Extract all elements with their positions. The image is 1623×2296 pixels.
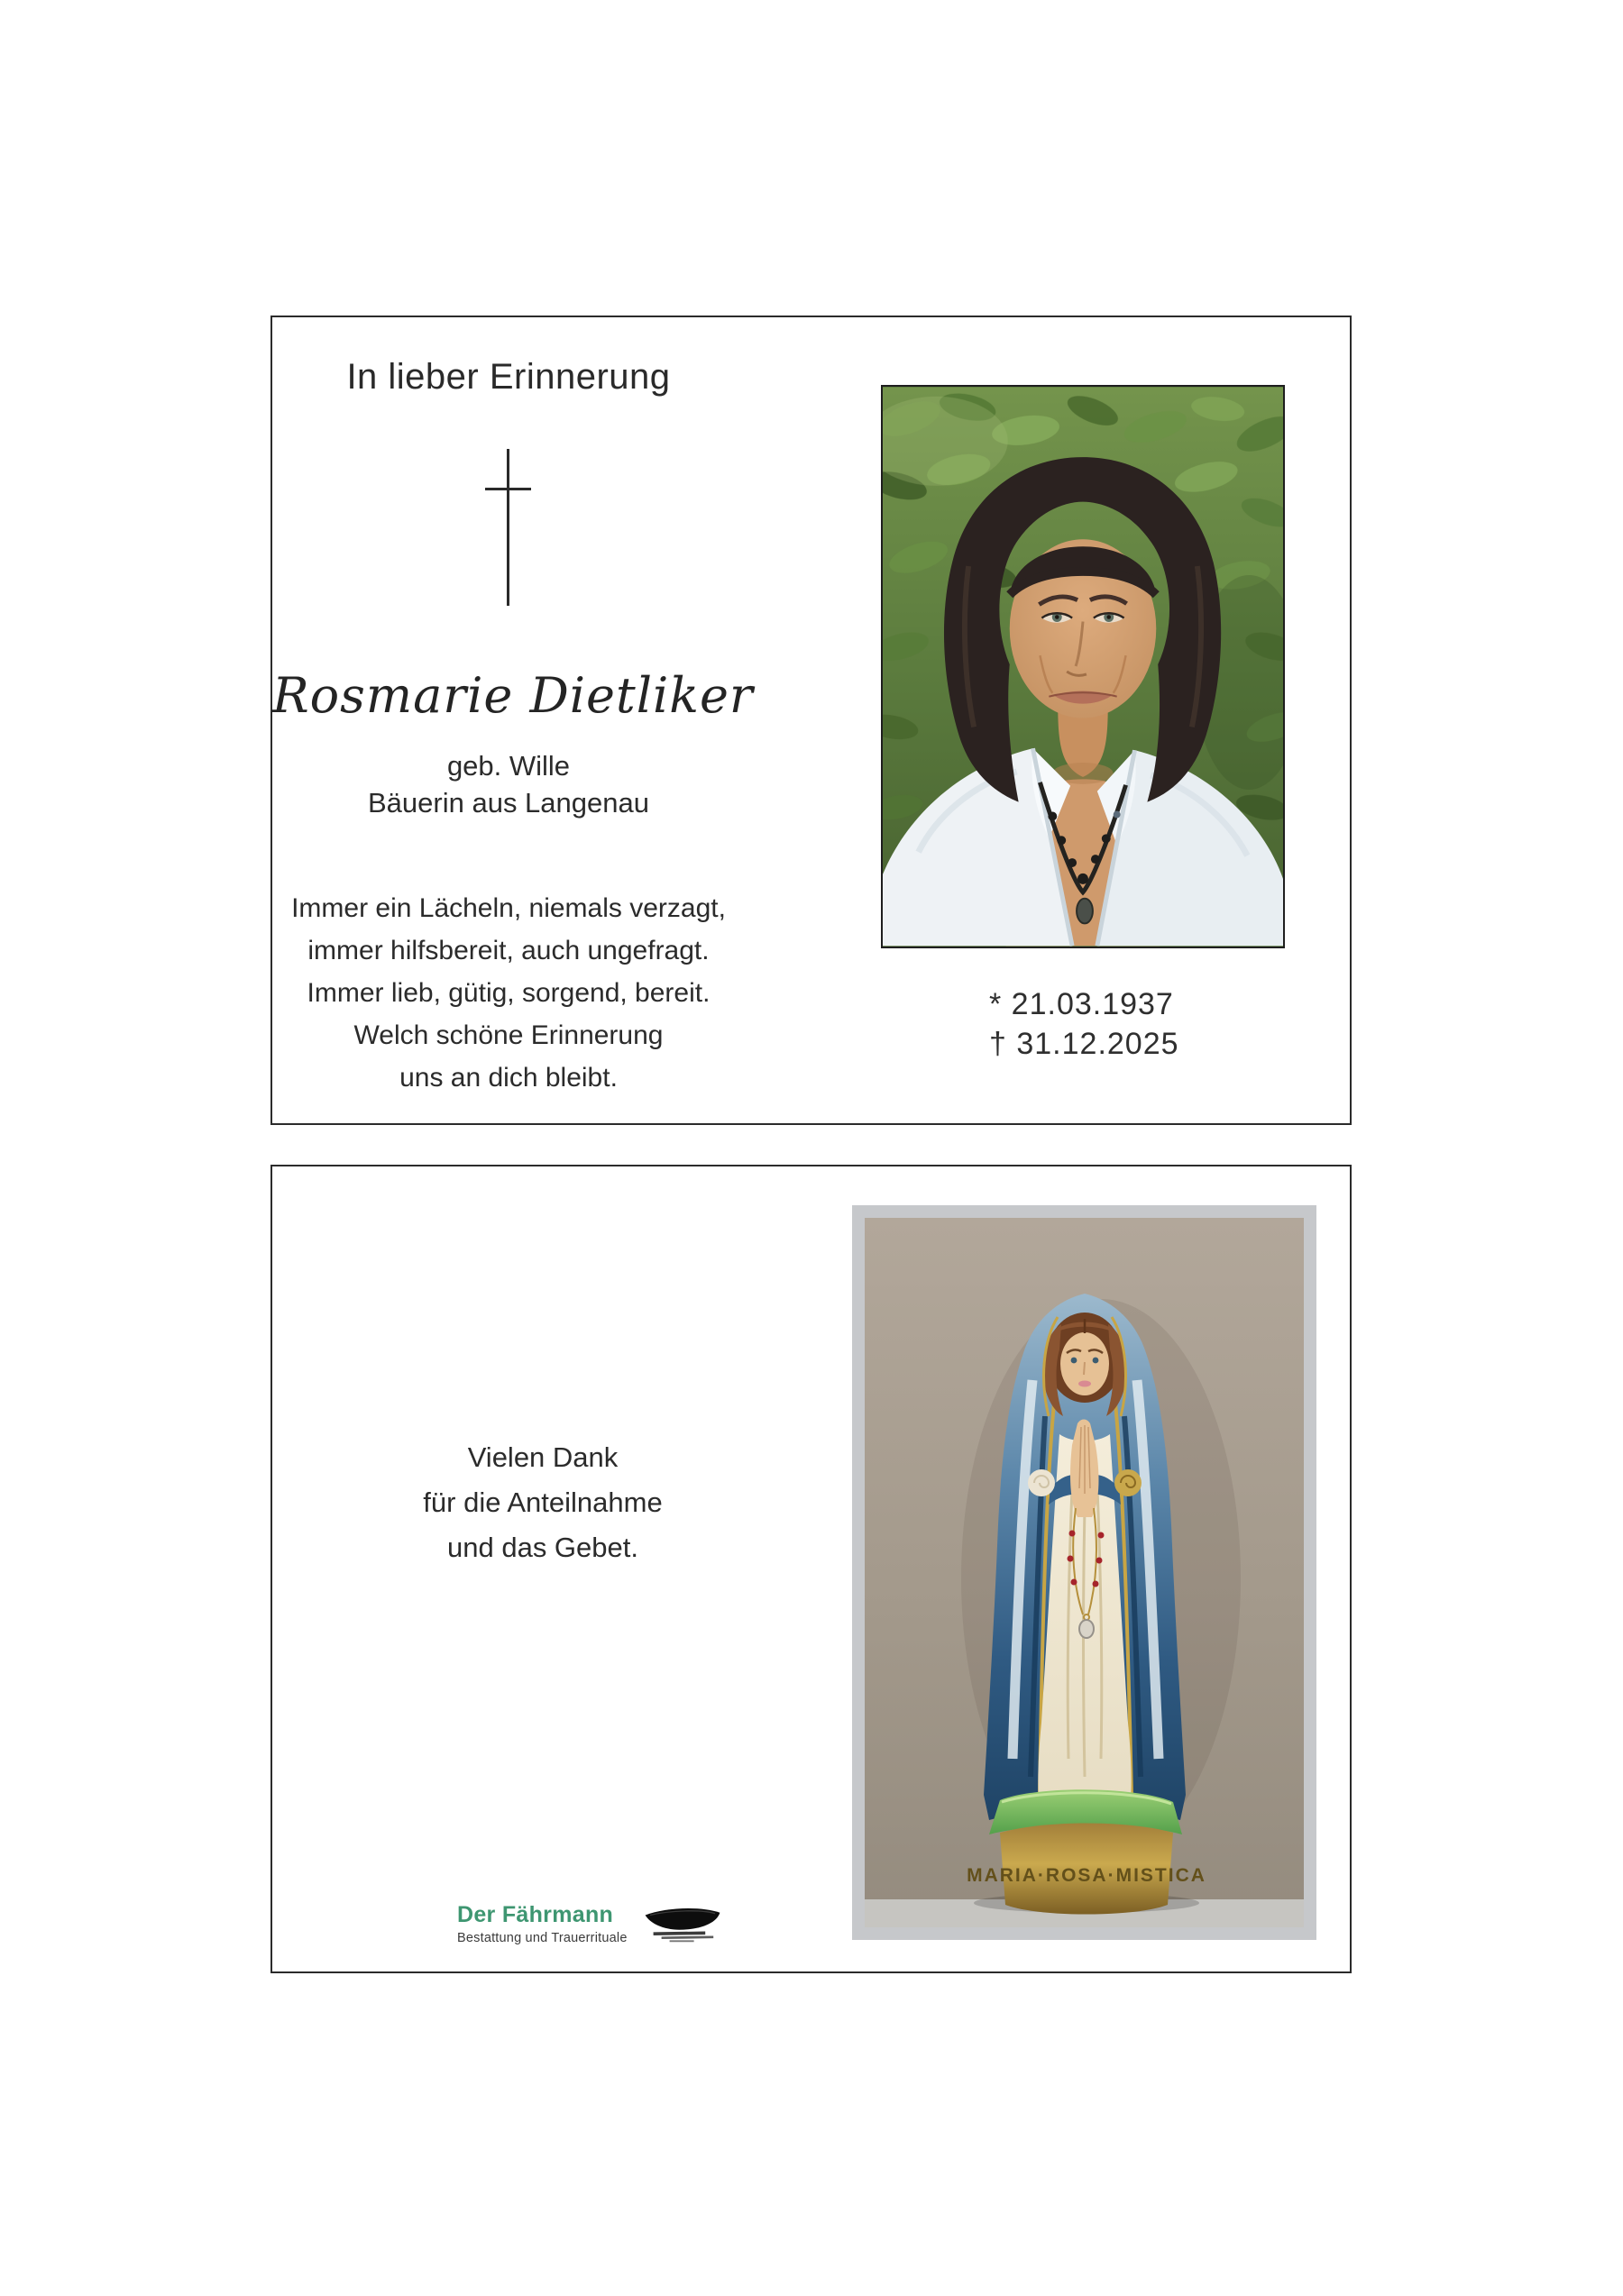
statue-illustration (865, 1218, 1304, 1927)
deceased-name: Rosmarie Dietliker (272, 667, 754, 724)
thanks-line: und das Gebet. (447, 1532, 638, 1563)
logo-name: Der Fährmann (457, 1901, 614, 1927)
funeral-home-logo (457, 1898, 723, 1948)
poem-line: immer hilfsbereit, auch ungefragt. (307, 936, 710, 965)
boat-icon (642, 1898, 723, 1948)
origin-line: Bäuerin aus Langenau (368, 787, 649, 819)
memorial-card-back (270, 1165, 1352, 1973)
deceased-subtitle (283, 747, 734, 821)
statue-photo (852, 1205, 1316, 1940)
thanks-line: Vielen Dank (467, 1441, 619, 1473)
portrait-illustration (883, 387, 1283, 947)
card-header: In lieber Erinnerung (346, 357, 671, 397)
portrait-photo (881, 385, 1285, 948)
death-date: † 31.12.2025 (989, 1027, 1179, 1061)
poem-line: Immer lieb, gütig, sorgend, bereit. (307, 978, 711, 1008)
logo-text-block (457, 1902, 628, 1945)
cross-horizontal-bar (485, 488, 531, 490)
poem-line: Immer ein Lächeln, niemals verzagt, (291, 893, 726, 923)
logo-tagline: Bestattung und Trauerrituale (457, 1930, 628, 1945)
poem-line: uns an dich bleibt. (399, 1063, 618, 1093)
thanks-text (362, 1435, 723, 1570)
thanks-line: für die Anteilnahme (423, 1486, 663, 1518)
maiden-name: geb. Wille (446, 750, 571, 782)
birth-date: * 21.03.1937 (989, 987, 1174, 1021)
poem-line: Welch schöne Erinnerung (353, 1020, 664, 1050)
memorial-card-front (270, 316, 1352, 1125)
cross-vertical-bar (507, 449, 509, 606)
statue-inscription: MARIA·ROSA·MISTICA (967, 1865, 1206, 1886)
life-dates (989, 984, 1179, 1064)
memorial-poem (283, 887, 734, 1099)
